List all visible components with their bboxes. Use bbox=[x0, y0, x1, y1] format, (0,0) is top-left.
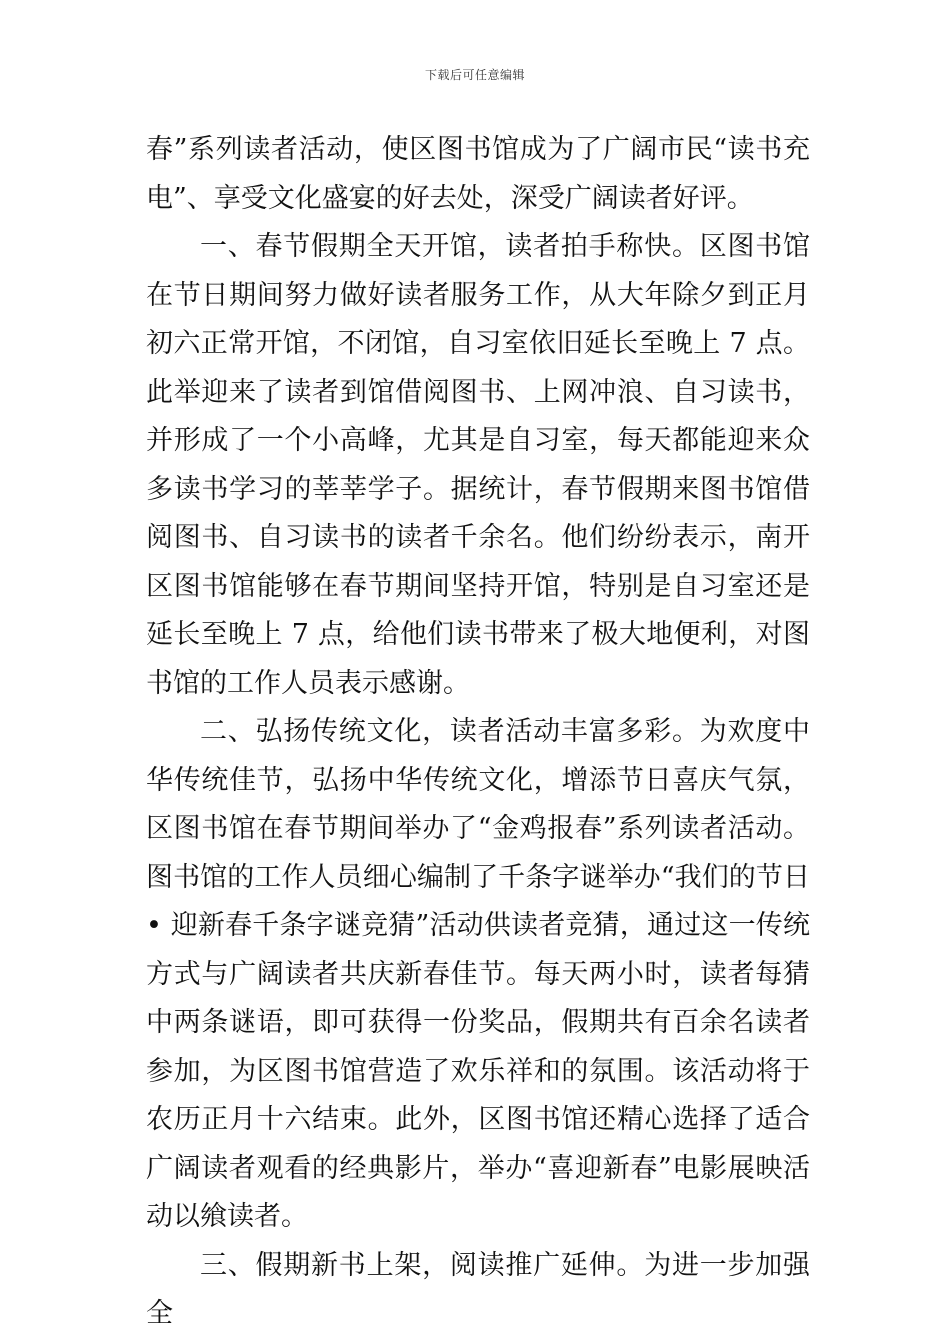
paragraph-section-two: 二、弘扬传统文化，读者活动丰富多彩。为欢度中华传统佳节，弘扬中华传统文化，增添节日喜庆气氛，区图书馆在春节期间举办了“金鸡报春”系列读者活动。图书馆的工作人员细心编制了千条字谜举办“我们的节日 • 迎新春千条字谜竞猜”活动供读者竞猜，通过这一传统方式与广阔读者共庆新春佳节。每天两小时，读者每猜中两条谜语，即可获得一份奖品，假期共有百余名读者参加，为区图书馆营造了欢乐祥和的氛围。该活动将于农历正月十六结束。此外，区图书馆还精心选择了适合广阔读者观看的经典影片，举办“喜迎新春”电影展映活动以飨读者。 bbox=[146, 716, 810, 1232]
paragraph-section-one: 一、春节假期全天开馆，读者拍手称快。区图书馆在节日期间努力做好读者服务工作，从大年除夕到正月初六正常开馆，不闭馆，自习室依旧延长至晚上 7 点。此举迎来了读者到馆借阅图书、上网冲浪、自习读书，并形成了一个小高峰，尤其是自习室，每天都能迎来众多读书学习的莘莘学子。据统计，春节假期来图书馆借阅图书、自习读书的读者千余名。他们纷纷表示，南开区图书馆能够在春节期间坚持开馆，特别是自习室还是延长至晚上 7 点，给他们读书带来了极大地便利，对图书馆的工作人员表示感谢。 bbox=[146, 231, 810, 699]
paragraph-section-three: 三、假期新书上架，阅读推广延伸。为进一步加强全 bbox=[146, 1249, 810, 1329]
paragraph-continuation: 春”系列读者活动，使区图书馆成为了广阔市民“读书充电”、享受文化盛宴的好去处，深受广阔读者好评。 bbox=[146, 134, 810, 214]
page-header: 下载后可任意编辑 bbox=[424, 68, 525, 82]
document-body bbox=[146, 126, 810, 1339]
